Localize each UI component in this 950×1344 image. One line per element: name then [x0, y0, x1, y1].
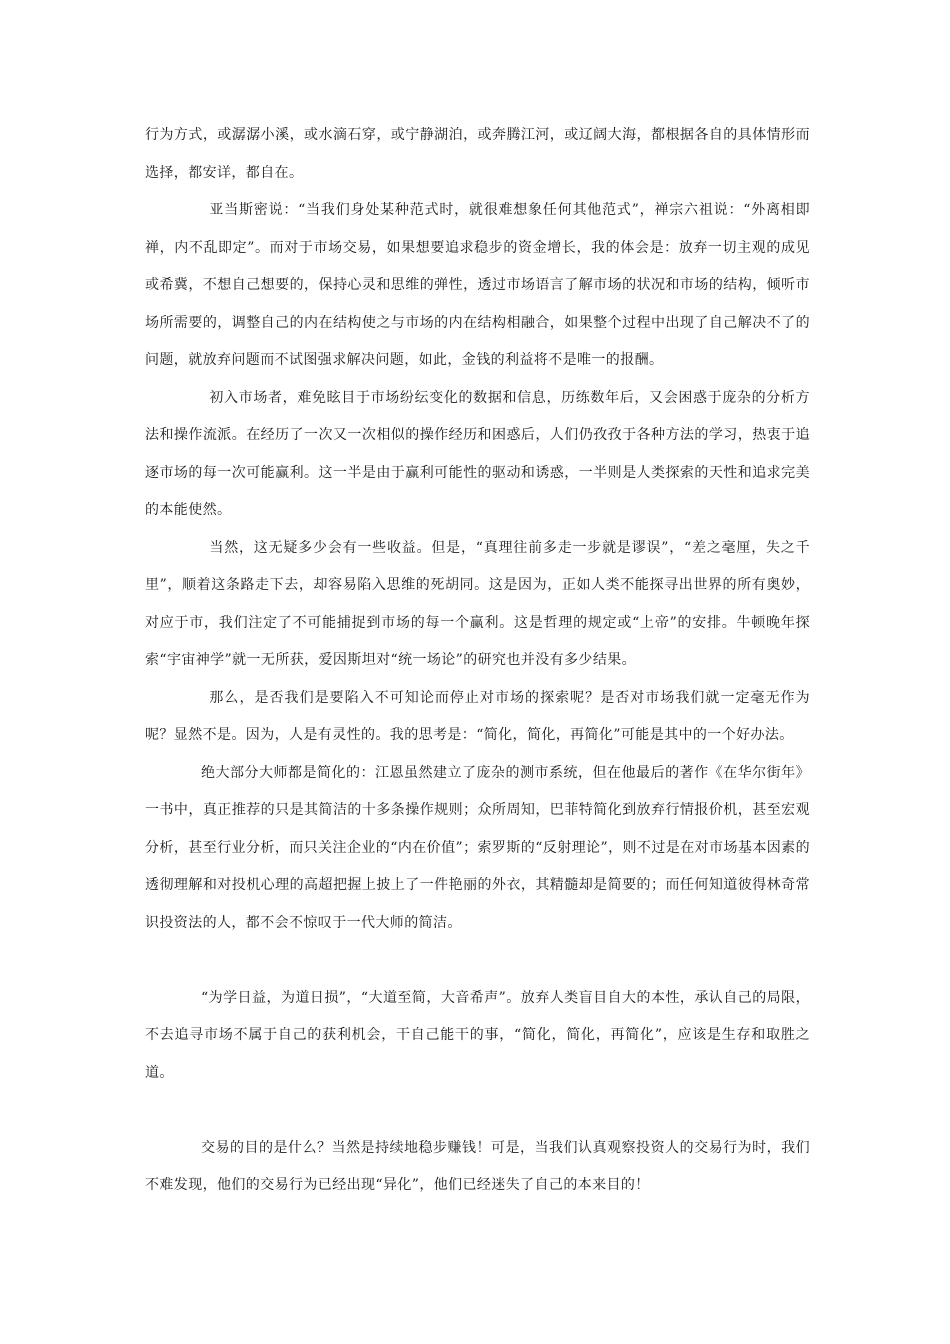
paragraph-2: 亚当斯密说：“当我们身处某种范式时，就很难想象任何其他范式”，禅宗六祖说：“外离相即禅，内不乱即定”。而对于市场交易，如果想要追求稳步的资金增长，我的体会是：放弃一切主观的成见或希冀，不想自己想要的，保持心灵和思维的弹性，透过市场语言了解市场的状况和市场的结构，倾听市场所需要的，调整自己的内在结构使之与市场的内在结构相融合，如果整个过程中出现了自己解决不了的问题，就放弃问题而不试图强求解决问题，如此，金钱的利益将不是唯一的报酬。	[145, 202, 810, 368]
paragraph-3: 初入市场者，难免眩目于市场纷纭变化的数据和信息，历练数年后，又会困惑于庞杂的分析方法和操作流派。在经历了一次又一次相似的操作经历和困惑后，人们仍孜孜于各种方法的学习，热衷于追逐市场的每一次可能赢利。这一半是由于赢利可能性的驱动和诱惑，一半则是人类探索的天性和追求完美的本能使然。	[145, 389, 810, 518]
paragraph-7: “为学日益，为道日损”，“大道至简，大音希声”。放弃人类盲目自大的本性，承认自己的局限，不去追寻市场不属于自己的获利机会，干自己能干的事，“简化，简化，再简化”，应该是生存和取胜之道。	[145, 989, 810, 1081]
document-body	[145, 117, 810, 1205]
paragraph-4: 当然，这无疑多少会有一些收益。但是，“真理往前多走一步就是谬误”，“差之毫厘，失之千里”，顺着这条路走下去，却容易陷入思维的死胡同。这是因为，正如人类不能探寻出世界的所有奥妙，对应于市，我们注定了不可能捕捉到市场的每一个赢利。这是哲理的规定或“上帝”的安排。牛顿晚年探索“宇宙神学”就一无所获，爱因斯坦对“统一场论”的研究也并没有多少结果。	[145, 539, 810, 668]
paragraph-5: 那么，是否我们是要陷入不可知论而停止对市场的探索呢？是否对市场我们就一定毫无作为呢？显然不是。因为，人是有灵性的。我的思考是：“简化，简化，再简化”可能是其中的一个好办法。	[145, 689, 810, 743]
paragraph-6: 绝大部分大师都是简化的：江恩虽然建立了庞杂的测市系统，但在他最后的著作《在华尔街年》一书中，真正推荐的只是其简洁的十多条操作规则；众所周知，巴菲特简化到放弃行情报价机，甚至宏观分析，甚至行业分析，而只关注企业的“内在价值”；索罗斯的“反射理论”，则不过是在对市场基本因素的透彻理解和对投机心理的高超把握上披上了一件艳丽的外衣，其精髓却是简要的；而任何知道彼得林奇常识投资法的人，都不会不惊叹于一代大师的简洁。	[145, 764, 810, 931]
paragraph-1: 行为方式，或潺潺小溪，或水滴石穿，或宁静湖泊，或奔腾江河，或辽阔大海，都根据各自的具体情形而选择，都安详，都自在。	[145, 127, 810, 181]
paragraph-8: 交易的目的是什么？当然是持续地稳步赚钱！可是，当我们认真观察投资人的交易行为时，我们不难发现，他们的交易行为已经出现“异化”，他们已经迷失了自己的本来目的！	[145, 1139, 810, 1193]
